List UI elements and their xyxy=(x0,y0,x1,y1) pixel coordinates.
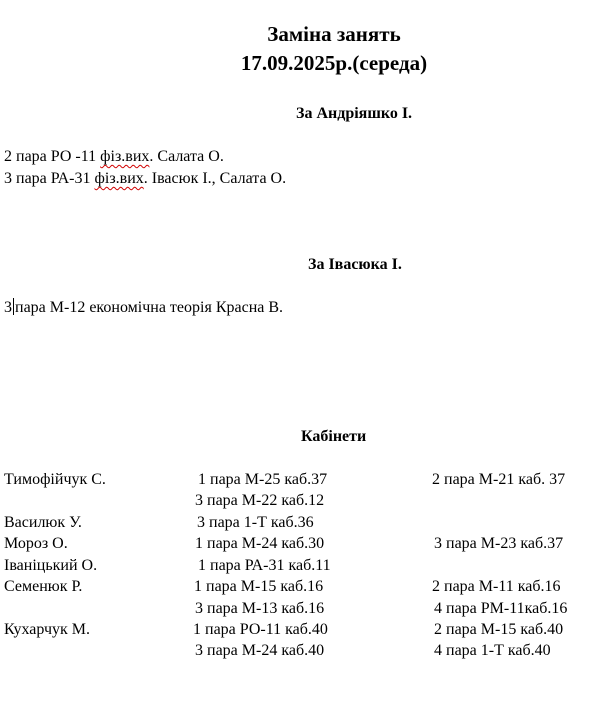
teacher-name: Тимофійчук С. xyxy=(4,471,106,488)
room-entry: 4 пара РМ-11каб.16 xyxy=(434,600,568,617)
line-text: пара М-12 економічна теорія Красна В. xyxy=(15,299,284,316)
room-entry: 1 пара М-25 каб.37 xyxy=(198,471,328,488)
replacement-line[interactable] xyxy=(4,148,224,166)
room-entry: 3 пара 1-Т каб.36 xyxy=(197,514,314,531)
text-cursor xyxy=(13,298,14,315)
teacher-name: Мороз О. xyxy=(4,535,68,552)
room-entry: 4 пара 1-Т каб.40 xyxy=(434,642,551,659)
teacher-name: Семенюк Р. xyxy=(4,578,83,595)
room-entry: 1 пара РО-11 каб.40 xyxy=(193,621,328,638)
replacement-line[interactable] xyxy=(4,298,283,317)
room-entry: 1 пара М-15 каб.16 xyxy=(194,578,324,595)
section-heading-andriiashko: За Андріяшко І. xyxy=(296,105,413,122)
room-entry: 2 пара М-11 каб.16 xyxy=(432,578,561,595)
room-entry: 2 пара М-15 каб.40 xyxy=(434,621,564,638)
line-text: 3 xyxy=(4,299,12,316)
room-entry: 3 пара М-24 каб.40 xyxy=(195,642,325,659)
section-heading-rooms: Кабінети xyxy=(301,428,367,445)
room-entry: 2 пара М-21 каб. 37 xyxy=(432,471,566,488)
misspelled-word[interactable]: фіз.вих xyxy=(94,170,144,187)
document-date: 17.09.2025р.(середа) xyxy=(240,51,428,75)
room-entry: 1 пара РА-31 каб.11 xyxy=(198,557,331,574)
room-entry: 1 пара М-24 каб.30 xyxy=(195,535,325,552)
line-text: . Івасюк І., Салата О. xyxy=(143,170,287,187)
line-text: . Салата О. xyxy=(149,148,224,165)
section-heading-ivasiuk: За Івасюка І. xyxy=(308,256,402,273)
document-title: Заміна занять xyxy=(267,22,401,46)
room-entry: 3 пара М-13 каб.16 xyxy=(195,600,325,617)
teacher-name: Кухарчук М. xyxy=(4,621,91,638)
misspelled-word[interactable]: фіз.вих xyxy=(100,148,150,165)
teacher-name: Іваніцький О. xyxy=(4,557,98,574)
room-entry: 3 пара М-22 каб.12 xyxy=(195,492,325,509)
line-text: 2 пара РО -11 xyxy=(4,148,101,165)
teacher-name: Василюк У. xyxy=(4,514,82,531)
line-text: 3 пара РА-31 xyxy=(4,170,95,187)
replacement-line[interactable] xyxy=(4,170,286,188)
room-entry: 3 пара М-23 каб.37 xyxy=(434,535,564,552)
